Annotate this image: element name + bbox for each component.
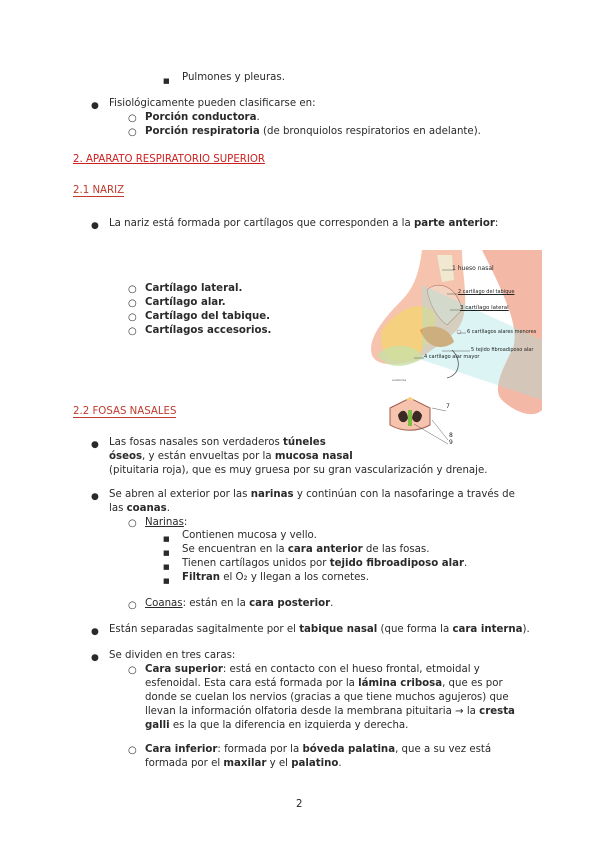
paragraph-line: Cara inferior: formada por la bóveda palatina, que a su vez está xyxy=(145,744,492,755)
section-heading: 2. APARATO RESPIRATORIO SUPERIOR xyxy=(73,154,265,165)
bullet-icon: ● xyxy=(91,101,99,111)
paragraph-line: galli es la que la diferencia en izquierda y derecha. xyxy=(145,720,409,731)
list-item: Porción conductora. xyxy=(145,112,260,123)
list-item: Tienen cartílagos unidos por tejido fibroadiposo alar. xyxy=(182,558,468,569)
sublist-title: Narinas: xyxy=(145,517,188,528)
figure-label: 6 cartílagos alares menores xyxy=(467,329,537,335)
list-item: Cartílago del tabique. xyxy=(145,311,271,322)
svg-text:anatomía: anatomía xyxy=(392,378,407,382)
paragraph-line: (pituitaria roja), que es muy gruesa por su gran vascularización y drenaje. xyxy=(109,465,488,476)
nose-anatomy-figure xyxy=(362,250,542,450)
circle-bullet-icon: ○ xyxy=(128,600,137,611)
figure-label: 4 cartílago alar mayor xyxy=(424,354,480,360)
list-item: Cartílago alar. xyxy=(145,297,226,308)
paragraph-line: donde se cuelan los nervios (gracias a que tiene muchos agujeros) que xyxy=(145,692,509,703)
figure-label: 2 cartílago del tabique xyxy=(458,289,515,295)
list-item: Cartílago lateral. xyxy=(145,283,243,294)
bullet-icon: ● xyxy=(91,653,99,663)
list-item: Porción respiratoria (de bronquiolos respiratorios en adelante). xyxy=(145,126,481,137)
bullet-icon: ● xyxy=(91,492,99,502)
paragraph-line: Se abren al exterior por las narinas y continúan con la nasofaringe a través de xyxy=(109,489,515,500)
paragraph-line: Cara superior: está en contacto con el hueso frontal, etmoidal y xyxy=(145,664,480,675)
figure-label: 8 xyxy=(449,432,453,439)
list-item: Cartílagos accesorios. xyxy=(145,325,272,336)
list-item: Pulmones y pleuras. xyxy=(182,72,285,83)
paragraph-line: óseos, y están envueltas por la mucosa nasal xyxy=(109,451,353,462)
circle-bullet-icon: ○ xyxy=(128,665,137,676)
square-bullet-icon: ■ xyxy=(163,563,170,571)
list-item: Se encuentran en la cara anterior de las fosas. xyxy=(182,544,430,555)
circle-bullet-icon: ○ xyxy=(128,518,137,529)
circle-bullet-icon: ○ xyxy=(128,113,137,124)
figure-label: 1 hueso nasal xyxy=(452,265,494,272)
circle-bullet-icon: ○ xyxy=(128,298,137,309)
figure-label: 5 tejido fibroadiposo alar xyxy=(471,347,534,353)
circle-bullet-icon: ○ xyxy=(128,284,137,295)
bullet-icon: ● xyxy=(91,440,99,450)
page-number: 2 xyxy=(296,799,303,810)
bullet-icon: ● xyxy=(91,221,99,231)
paragraph-line: formada por el maxilar y el palatino. xyxy=(145,758,342,769)
section-heading: 2.1 NARIZ xyxy=(73,185,125,196)
paragraph: Se dividen en tres caras: xyxy=(109,650,236,661)
list-item: Contienen mucosa y vello. xyxy=(182,530,317,541)
figure-label: 3 cartílago lateral xyxy=(460,305,509,311)
list-item: Filtran el O₂ y llegan a los cornetes. xyxy=(182,572,369,583)
circle-bullet-icon: ○ xyxy=(128,326,137,337)
figure-label: 9 xyxy=(449,439,453,446)
square-bullet-icon: ■ xyxy=(163,577,170,585)
paragraph-line: llevan la información olfatoria desde la membrana pituitaria → la cresta xyxy=(145,706,515,717)
bullet-icon: ● xyxy=(91,627,99,637)
paragraph: Fisiológicamente pueden clasificarse en: xyxy=(109,98,316,109)
section-heading: 2.2 FOSAS NASALES xyxy=(73,406,177,417)
paragraph-line: esfenoidal. Esta cara está formada por la lámina cribosa, que es por xyxy=(145,678,503,689)
paragraph: La nariz está formada por cartílagos que corresponden a la parte anterior: xyxy=(109,218,499,229)
paragraph-line: Las fosas nasales son verdaderos túneles xyxy=(109,437,326,448)
paragraph-line: las coanas. xyxy=(109,503,170,514)
square-bullet-icon: ■ xyxy=(163,535,170,543)
circle-bullet-icon: ○ xyxy=(128,127,137,138)
paragraph: Están separadas sagitalmente por el tabique nasal (que forma la cara interna). xyxy=(109,624,530,635)
circle-bullet-icon: ○ xyxy=(128,745,137,756)
figure-label: 7 xyxy=(446,403,450,410)
sublist-title: Coanas: están en la cara posterior. xyxy=(145,598,334,609)
square-bullet-icon: ■ xyxy=(163,549,170,557)
square-bullet-icon: ■ xyxy=(163,77,170,85)
circle-bullet-icon: ○ xyxy=(128,312,137,323)
